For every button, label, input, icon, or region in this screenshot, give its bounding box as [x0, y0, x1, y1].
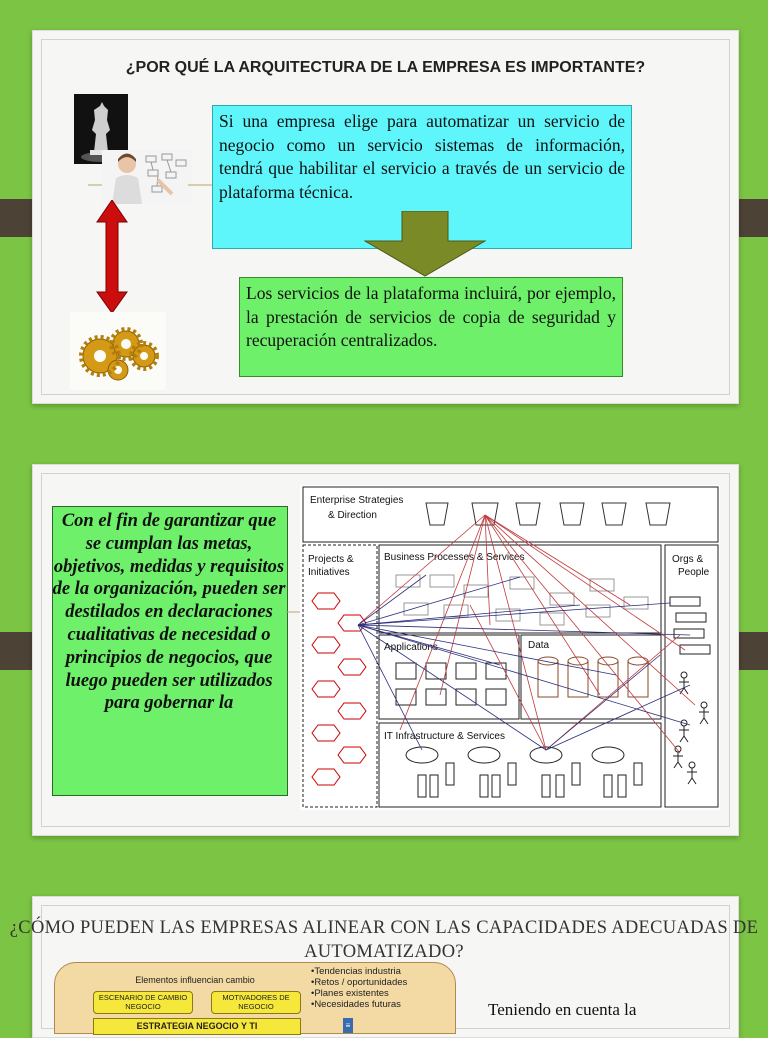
- bullet-item: •Retos / oportunidades: [311, 977, 408, 988]
- diagram-header: Elementos influencian cambio: [135, 975, 255, 985]
- slide-3-side-text: Teniendo en cuenta la: [488, 1000, 637, 1019]
- bullet-item: •Planes existentes: [311, 988, 389, 999]
- svg-text:Applications: Applications: [384, 642, 438, 653]
- motivators-box: MOTIVADORES DE NEGOCIO: [211, 991, 301, 1014]
- svg-text:& Direction: & Direction: [328, 510, 377, 521]
- scenario-box: ESCENARIO DE CAMBIO NEGOCIO: [93, 991, 193, 1014]
- svg-text:Projects &: Projects &: [308, 554, 354, 565]
- svg-text:Business Processes & Services: Business Processes & Services: [384, 552, 525, 563]
- change-diagram: [54, 962, 456, 1034]
- slide-1-title: ¿POR QUÉ LA ARQUITECTURA DE LA EMPRESA ES IMPORTANTE?: [125, 59, 646, 76]
- double-arrow-icon: [96, 200, 128, 314]
- bullet-list: [311, 966, 407, 1010]
- connector-line: [88, 180, 218, 190]
- svg-text:IT Infrastructure & Services: IT Infrastructure & Services: [384, 731, 505, 742]
- gears-image: [70, 312, 166, 390]
- svg-text:Initiatives: Initiatives: [308, 567, 350, 578]
- architecture-diagram: [300, 485, 720, 810]
- green-box-text: Los servicios de la plataforma incluirá, por ejemplo, la prestación de servicios de copia de seguridad y recuperación centralizados.: [246, 283, 616, 350]
- down-arrow-icon: [364, 211, 486, 277]
- strategy-box: ESTRATEGIA NEGOCIO Y TI: [93, 1018, 301, 1035]
- info-icon: ≡: [343, 1018, 353, 1033]
- person-diagram-image: [102, 150, 192, 204]
- slide-3-title: ¿CÓMO PUEDEN LAS EMPRESAS ALINEAR CON LAS CAPACIDADES ADECUADAS DE AUTOMATIZADO?: [9, 918, 759, 962]
- cyan-box-text: Si una empresa elige para automatizar un servicio de negocio como un servicio sistemas de información, tendrá que habilitar el servicio a través de un servicio de plataforma técnica.: [219, 111, 625, 202]
- green-text-box: [239, 277, 623, 377]
- svg-text:Orgs &: Orgs &: [672, 554, 704, 565]
- green-box-text: Con el fin de garantizar que se cumplan las metas, objetivos, medidas y requisitos de la organización, pueden ser destilados en declaraciones cualitativas de necesidad o principios de negocios, que luego pueden ser utilizados para gobernar la: [52, 511, 286, 714]
- enterprise-label: Enterprise Strategies: [310, 495, 404, 506]
- bullet-item: •Necesidades futuras: [311, 999, 401, 1010]
- bullet-item: •Tendencias industria: [311, 966, 401, 977]
- svg-text:Data: Data: [528, 640, 550, 651]
- svg-text:People: People: [678, 567, 710, 578]
